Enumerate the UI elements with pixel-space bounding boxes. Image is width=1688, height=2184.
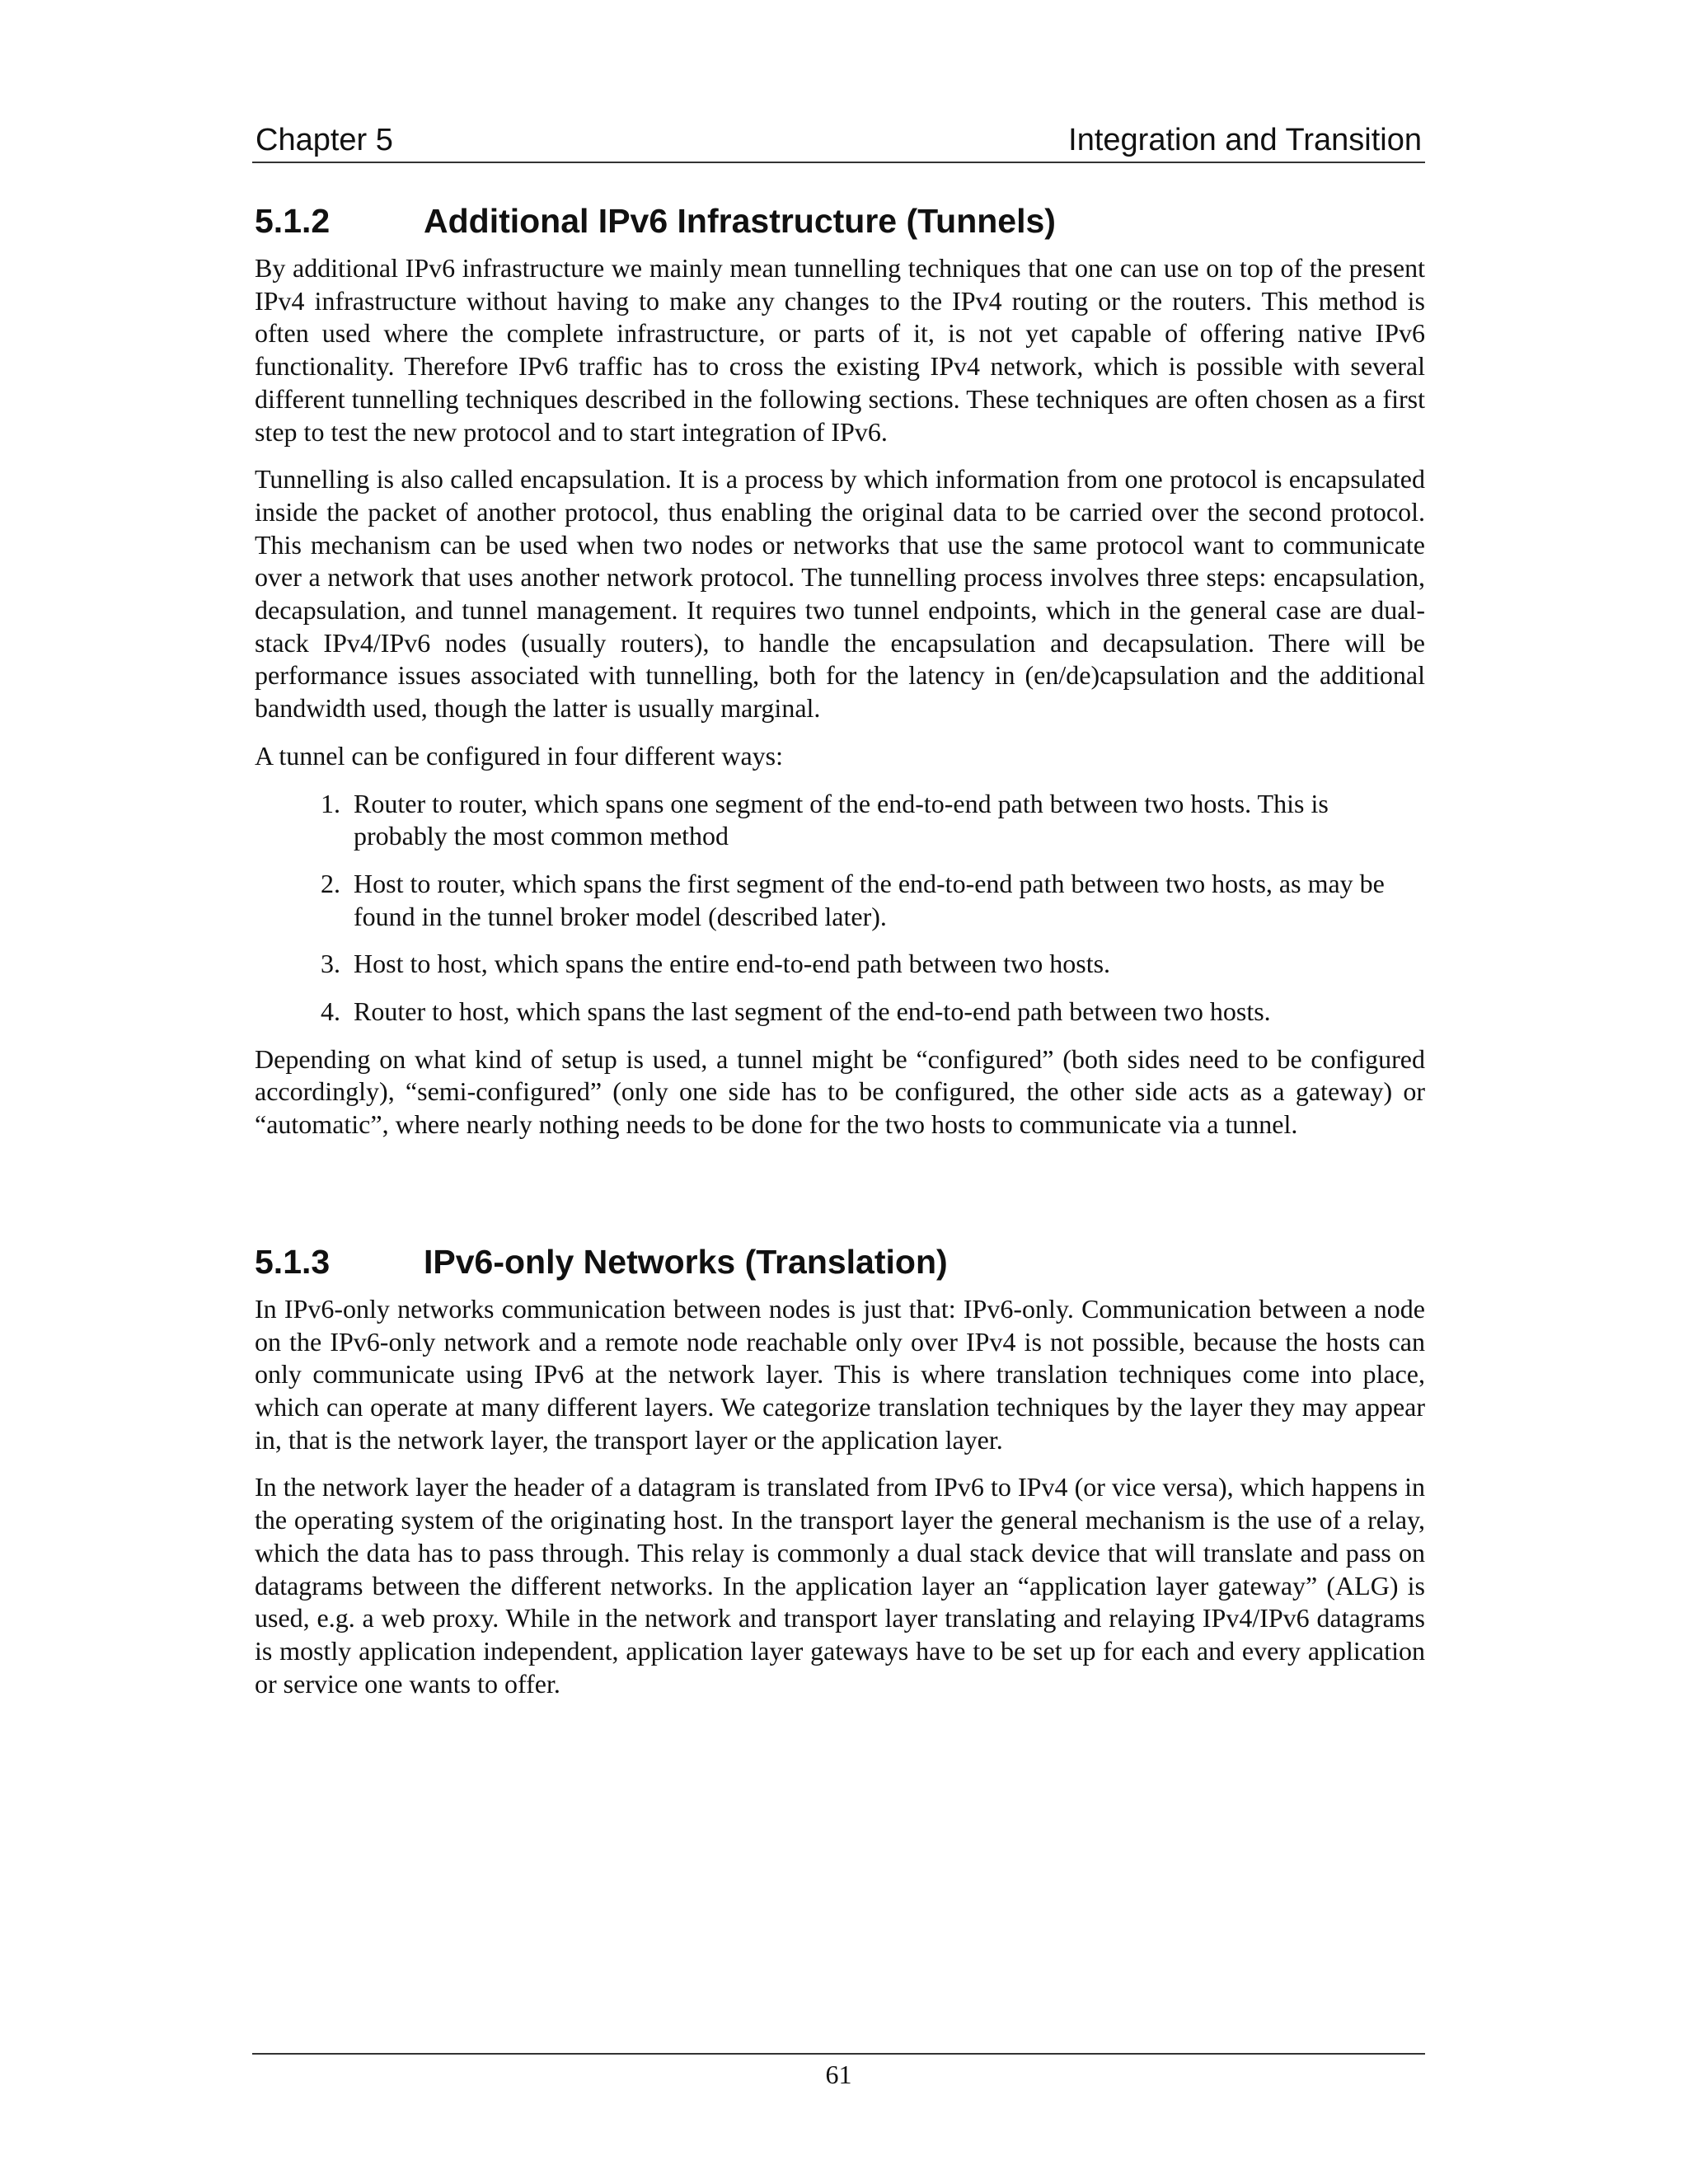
section-5-1-2 xyxy=(255,198,1425,1141)
list-item: 2. Host to router, which spans the first segment of the end-to-end path between two hosts, as may be found in the tunnel broker model (described later). xyxy=(347,868,1425,933)
section-heading xyxy=(255,198,1425,244)
section-title: Additional IPv6 Infrastructure (Tunnels) xyxy=(424,202,1056,240)
tunnel-types-list xyxy=(255,788,1425,1029)
paragraph: In the network layer the header of a datagram is translated from IPv6 to IPv4 (or vice versa), which happens in the operating system of the originating host. In the transport layer the general mechanism is the use of a relay, which the data has to pass through. This relay is commonly a dual stack device that will translate and pass on datagrams between the different networks. In the application layer an “application layer gateway” (ALG) is used, e.g. a web proxy. While in the network and transport layer translating and relaying IPv4/IPv6 datagrams is mostly application independent, application layer gateways have to be set up for each and every application or service one wants to offer. xyxy=(255,1472,1425,1699)
paragraph: In IPv6-only networks communication between nodes is just that: IPv6-only. Communication between a node on the IPv6-only network and a remote node reachable only over IPv4 is not possible, because the hosts can only communicate using IPv6 at the network layer. This is where translation techniques come into place, which can operate at many different layers. We categorize translation techniques by the layer they may appear in, that is the network layer, the transport layer or the application layer. xyxy=(255,1293,1425,1455)
paragraph: By additional IPv6 infrastructure we mainly mean tunnelling techniques that one can use on top of the present IPv4 infrastructure without having to make any changes to the IPv4 routing or the routers. This method is often used where the complete infrastructure, or parts of it, is not yet capable of offering native IPv6 functionality. Therefore IPv6 traffic has to cross the existing IPv4 network, which is possible with several different tunnelling techniques described in the following sections. These techniques are often chosen as a first step to test the new protocol and to start integration of IPv6. xyxy=(255,253,1425,447)
page-content xyxy=(255,198,1425,1715)
chapter-label: Chapter 5 xyxy=(256,123,393,157)
paragraph: Tunnelling is also called encapsulation. It is a process by which information from one protocol is encapsulated inside the packet of another protocol, thus enabling the original data to be carried over the second protocol. This mechanism can be used when two nodes or networks that use the same protocol want to communicate over a network that uses another network protocol. The tunnelling process involves three steps: encapsulation, decapsulation, and tunnel management. It requires two tunnel endpoints, which in the general case are dual-stack IPv4/IPv6 nodes (usually routers), to handle the encapsulation and decapsulation. There will be performance issues associated with tunnelling, both for the latency in (en/de)capsulation and the additional bandwidth used, though the latter is usually marginal. xyxy=(255,464,1425,724)
paragraph: A tunnel can be configured in four different ways: xyxy=(255,740,783,771)
paragraph: Depending on what kind of setup is used, a tunnel might be “configured” (both sides need to be configured accordingly), “semi-configured” (only one side has to be configured, the other side acts as a gateway) or “automatic”, where nearly nothing needs to be done for the two hosts to communicate via a tunnel. xyxy=(255,1043,1425,1140)
section-number: 5.1.2 xyxy=(255,202,331,240)
section-heading xyxy=(255,1239,1425,1285)
page-footer xyxy=(252,2053,1425,2093)
page-number: 61 xyxy=(825,2060,852,2089)
section-title: IPv6-only Networks (Translation) xyxy=(424,1242,948,1281)
list-item: 3. Host to host, which spans the entire end-to-end path between two hosts. xyxy=(347,948,1425,981)
chapter-title: Integration and Transition xyxy=(1068,123,1422,157)
running-header xyxy=(252,119,1425,163)
section-5-1-3 xyxy=(255,1239,1425,1700)
section-number: 5.1.3 xyxy=(255,1242,331,1281)
list-item: 1. Router to router, which spans one segment of the end-to-end path between two hosts. This is probably the most common method xyxy=(347,788,1425,853)
list-item: 4. Router to host, which spans the last segment of the end-to-end path between two hosts. xyxy=(347,996,1425,1029)
